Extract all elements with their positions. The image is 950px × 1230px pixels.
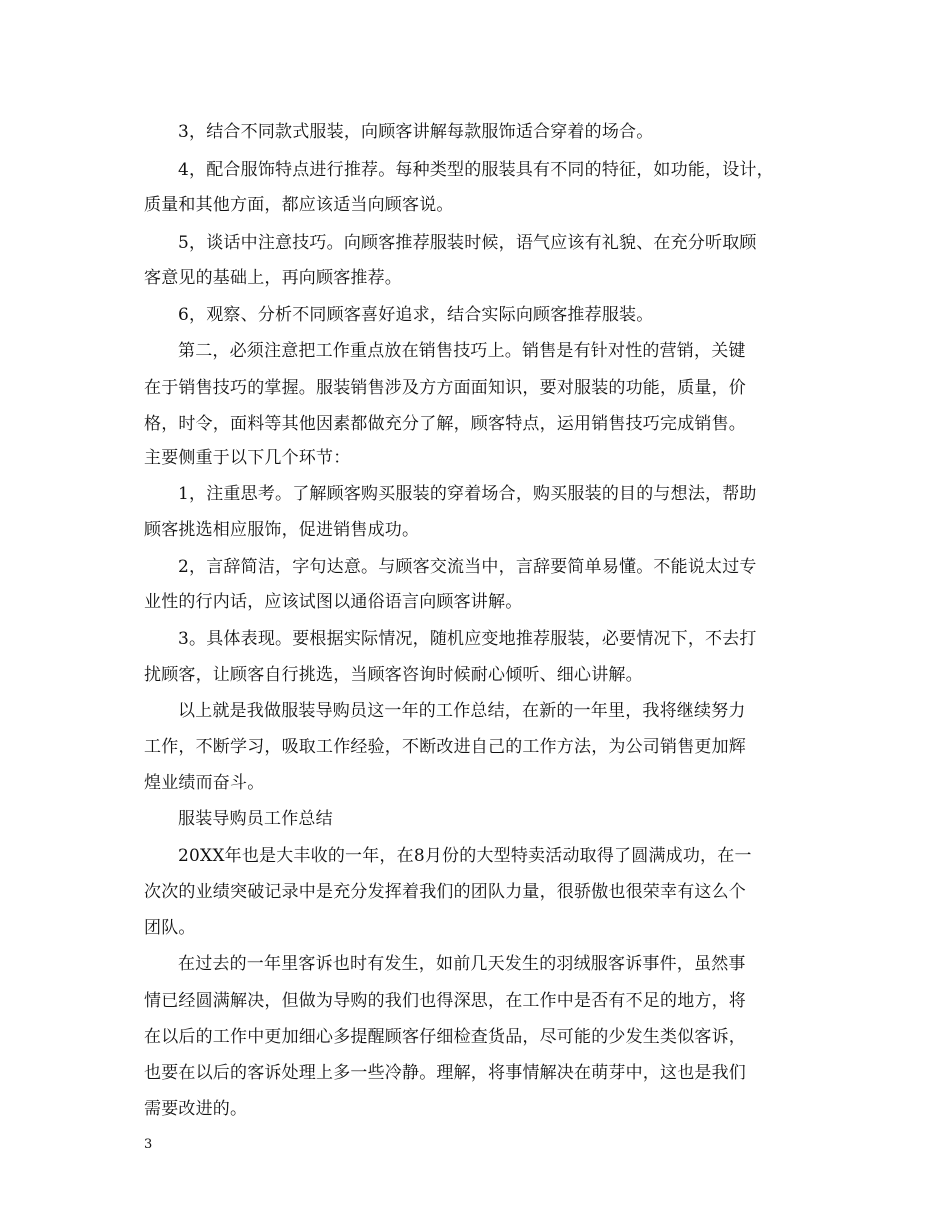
page-number: 3 [144, 1137, 153, 1152]
text-line: 2，言辞简洁，字句达意。与顾客交流当中，言辞要简单易懂。不能说太过专 [178, 557, 757, 577]
text-line: 20XX年也是大丰收的一年，在8月份的大型特卖活动取得了圆满成功，在一 [178, 846, 752, 866]
text-line: 需要改进的。 [144, 1099, 248, 1119]
text-line: 客意见的基础上，再向顾客推荐。 [144, 268, 402, 288]
text-line: 扰顾客，让顾客自行挑选，当顾客咨询时候耐心倾听、细心讲解。 [144, 665, 643, 685]
text-line: 在过去的一年里客诉也时有发生，如前几天发生的羽绒服客诉事件，虽然事 [178, 954, 746, 974]
text-line: 3。具体表现。要根据实际情况，随机应变地推荐服装，必要情况下，不去打 [178, 629, 757, 649]
text-line: 5，谈话中注意技巧。向顾客推荐服装时候，语气应该有礼貌、在充分听取顾 [178, 233, 757, 253]
text-line: 也要在以后的客诉处理上多一些冷静。理解，将事情解决在萌芽中，这也是我们 [144, 1063, 746, 1083]
text-line: 在以后的工作中更加细心多提醒顾客仔细检查货品，尽可能的少发生类似客诉， [144, 1027, 746, 1047]
text-line: 顾客挑选相应服饰，促进销售成功。 [144, 520, 420, 540]
text-line: 煌业绩而奋斗。 [144, 773, 265, 793]
section-heading: 服装导购员工作总结 [178, 809, 333, 829]
text-line: 格，时令，面料等其他因素都做充分了解，顾客特点，运用销售技巧完成销售。 [144, 414, 746, 434]
text-line: 情已经圆满解决，但做为导购的我们也得深思，在工作中是否有不足的地方，将 [144, 991, 746, 1011]
text-line: 质量和其他方面，都应该适当向顾客说。 [144, 195, 454, 215]
text-line: 团队。 [144, 918, 196, 938]
text-line: 业性的行内话，应该试图以通俗语言向顾客讲解。 [144, 592, 523, 612]
text-line: 在于销售技巧的掌握。服装销售涉及方方面面知识，要对服装的功能，质量，价 [144, 378, 746, 398]
text-line: 6，观察、分析不同顾客喜好追求，结合实际向顾客推荐服装。 [178, 305, 654, 325]
text-line: 工作，不断学习，吸取工作经验，不断改进自己的工作方法，为公司销售更加辉 [144, 737, 746, 757]
text-line: 第二，必须注意把工作重点放在销售技巧上。销售是有针对性的营销，关键 [178, 341, 746, 361]
text-line: 次次的业绩突破记录中是充分发挥着我们的团队力量，很骄傲也很荣幸有这么个 [144, 882, 746, 902]
text-line: 以上就是我做服装导购员这一年的工作总结，在新的一年里，我将继续努力 [178, 701, 746, 721]
text-line: 1，注重思考。了解顾客购买服装的穿着场合，购买服装的目的与想法，帮助 [178, 484, 757, 504]
text-line: 4，配合服饰特点进行推荐。每种类型的服装具有不同的特征，如功能，设计， [178, 160, 774, 180]
text-line: 主要侧重于以下几个环节： [144, 448, 351, 468]
text-line: 3，结合不同款式服装，向顾客讲解每款服饰适合穿着的场合。 [178, 122, 654, 142]
